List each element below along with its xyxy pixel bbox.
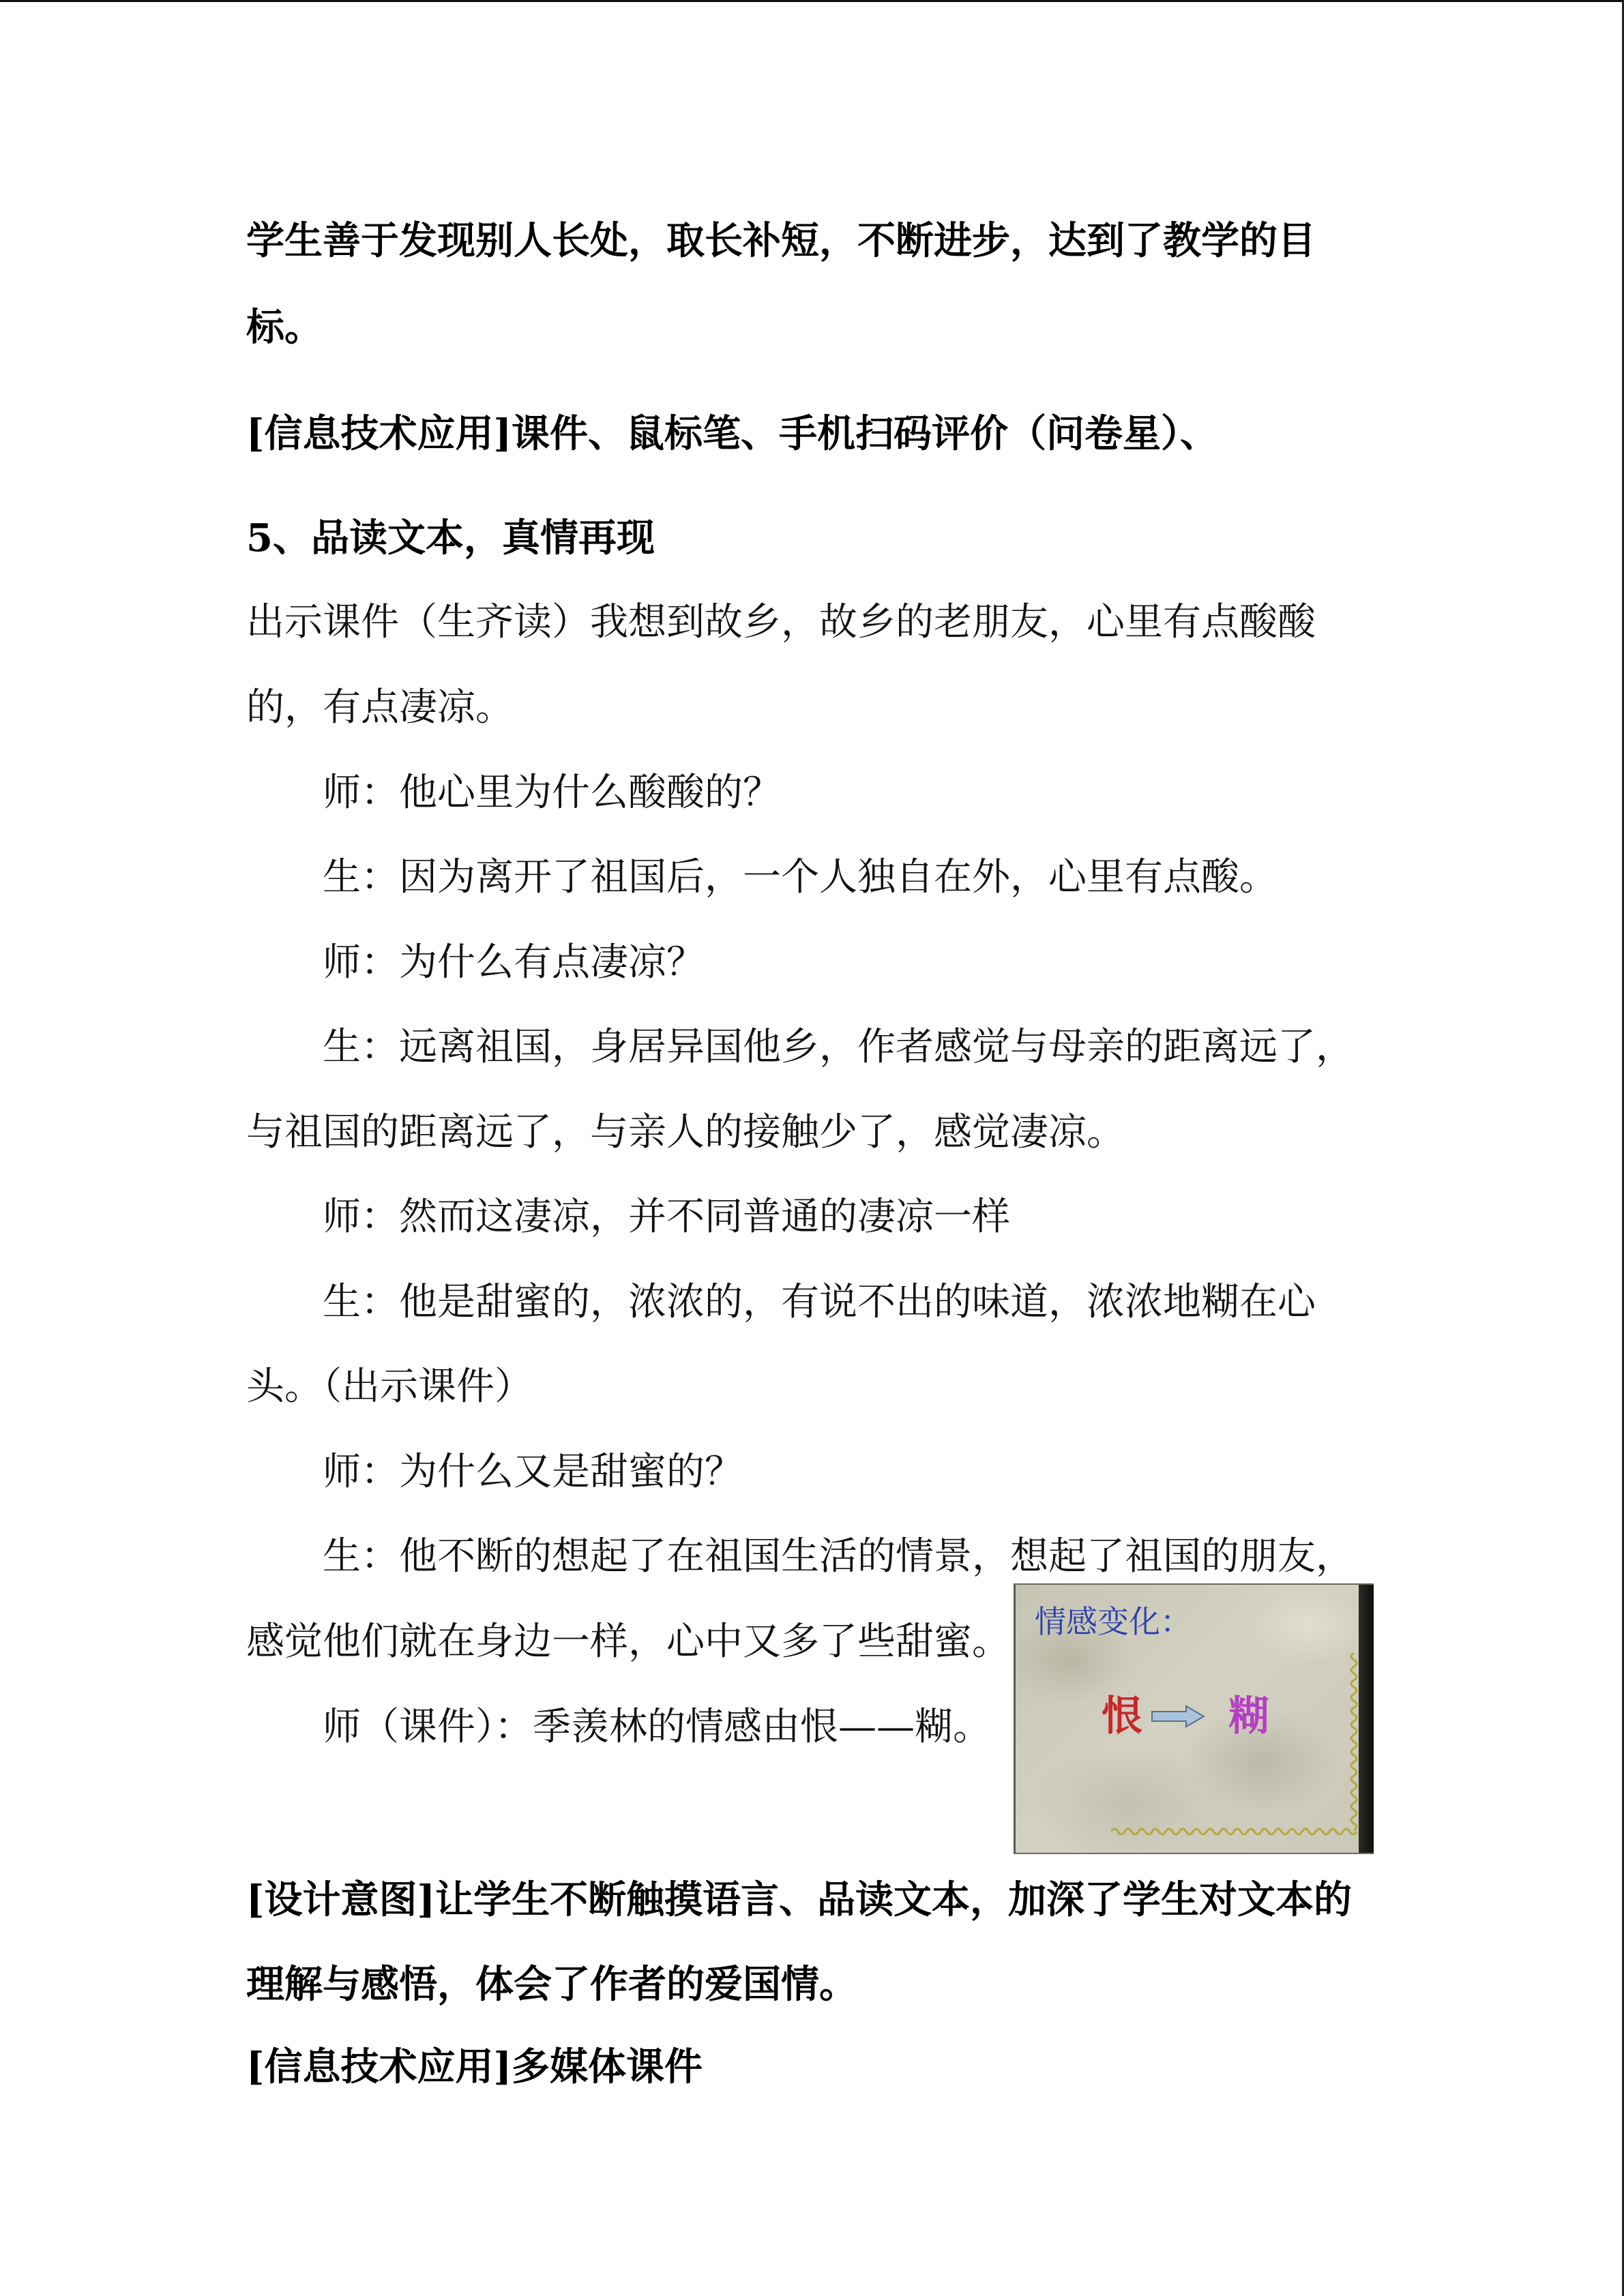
dialogue-line-teacher: 师（课件）：季羡林的情感由恨——糊。 [323,1705,991,1749]
tech-application-note: [信息技术应用]课件、鼠标笔、手机扫码评价（问卷星）、 [246,411,1218,456]
slide-ornament-bottom [1111,1823,1360,1840]
design-intent-line: 理解与感悟，体会了作者的爱国情。 [246,1962,857,2007]
intro-line: 出示课件（生齐读）我想到故乡，故乡的老朋友，心里有点酸酸 [246,600,1316,644]
teaching-reflection-line: 标。 [246,305,323,350]
teaching-reflection-line: 学生善于发现别人长处，取长补短，不断进步，达到了教学的目 [246,218,1316,263]
intro-line: 的，有点凄凉。 [246,685,514,730]
dialogue-line-teacher: 师：他心里为什么酸酸的？ [323,771,781,815]
slide-dark-edge [1359,1585,1374,1853]
slide-image [1014,1583,1374,1854]
right-arrow-icon [1151,1705,1205,1728]
dialogue-line-student: 生：因为离开了祖国后，一个人独自在外，心里有点酸。 [323,855,1278,899]
dialogue-line-student: 生：远离祖国，身居异国他乡，作者感觉与母亲的距离远了， [323,1025,1354,1069]
section-heading: 5、品读文本，真情再现 [246,516,655,561]
dialogue-line-teacher: 师：为什么有点凄凉？ [323,940,705,985]
slide-title: 情感变化： [1035,1603,1192,1640]
dialogue-line-student: 生：他是甜蜜的，浓浓的，有说不出的味道，浓浓地糊在心 [323,1280,1316,1324]
dialogue-line-teacher: 师：然而这凄凉，并不同普通的凄凉一样 [323,1195,1010,1239]
dialogue-line-student-cont: 头。（出示课件） [246,1365,533,1409]
slide-ornament-right [1347,1653,1361,1832]
arrow-shape [1152,1706,1204,1727]
design-intent-line: [设计意图]让学生不断触摸语言、品读文本，加深了学生对文本的 [246,1877,1352,1922]
dialogue-line-student-cont: 感觉他们就在身边一样，心中又多了些甜蜜。 [246,1620,1010,1664]
slide-emotion-to: 糊 [1228,1693,1269,1740]
dialogue-line-student: 生：他不断的想起了在祖国生活的情景，想起了祖国的朋友， [323,1534,1354,1579]
slide-emotion-from: 恨 [1102,1693,1142,1740]
dialogue-line-student-cont: 与祖国的距离远了，与亲人的接触少了，感觉凄凉。 [246,1110,1125,1154]
tech-application-note: [信息技术应用]多媒体课件 [246,2044,703,2089]
dialogue-line-teacher: 师：为什么又是甜蜜的？ [323,1450,743,1494]
